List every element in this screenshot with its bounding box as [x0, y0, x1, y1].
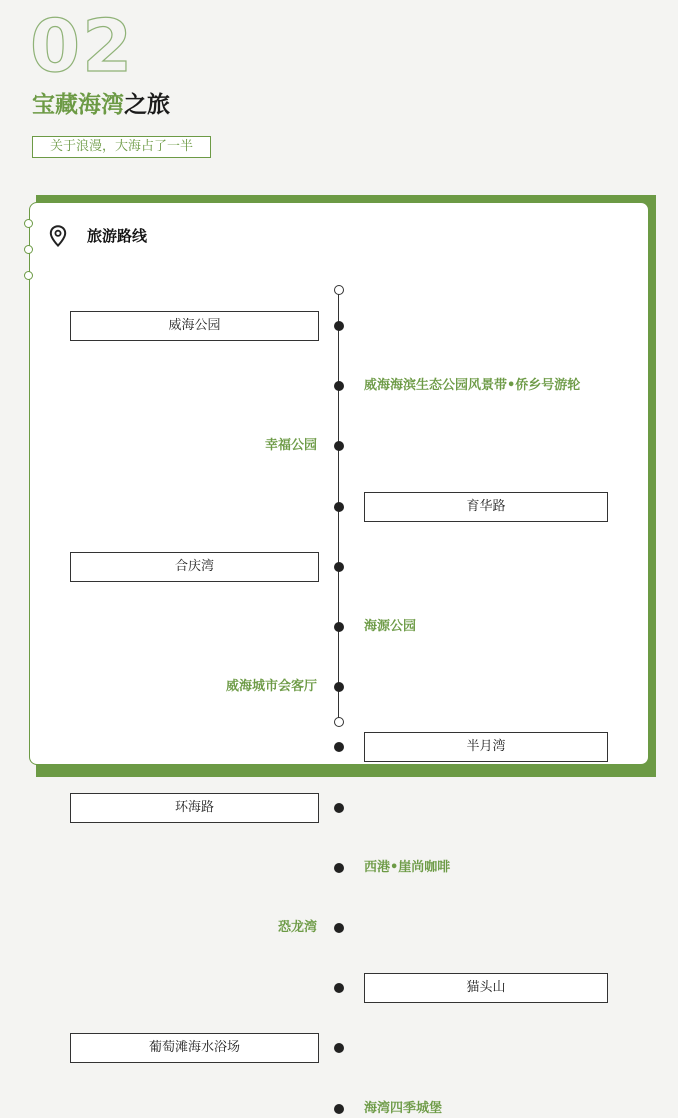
route-stop-box: 育华路 [364, 492, 608, 522]
location-pin-icon [49, 225, 67, 247]
timeline-stop-dot [334, 622, 344, 632]
route-stop-label: 威海海滨生态公园风景带•侨乡号游轮 [364, 378, 581, 393]
route-stop-label: 海源公园 [364, 619, 417, 634]
timeline-stop-dot [334, 803, 344, 813]
route-stop-box: 合庆湾 [70, 552, 319, 582]
timeline-stop-dot [334, 863, 344, 873]
section-number: 02 [30, 4, 135, 88]
timeline-stop-dot [334, 923, 344, 933]
title-highlight: 宝藏海湾 [32, 92, 124, 118]
timeline-stop-dot [334, 562, 344, 572]
route-stop-label: 幸福公园 [264, 438, 317, 453]
binder-ring-icon [24, 245, 33, 254]
route-stop-label: 威海城市会客厅 [225, 679, 317, 694]
binder-ring-icon [24, 271, 33, 280]
timeline-end-icon [334, 717, 344, 727]
tagline-badge: 关于浪漫，大海占了一半 [32, 136, 211, 158]
route-heading: 旅游路线 [87, 227, 148, 245]
page-title [32, 90, 170, 120]
route-stop-box: 半月湾 [364, 732, 608, 762]
timeline-stop-dot [334, 381, 344, 391]
timeline-stop-dot [334, 682, 344, 692]
timeline-stop-dot [334, 742, 344, 752]
timeline-stop-dot [334, 983, 344, 993]
timeline-stop-dot [334, 321, 344, 331]
route-stop-box: 猫头山 [364, 973, 608, 1003]
timeline-stop-dot [334, 1043, 344, 1053]
timeline-start-icon [334, 285, 344, 295]
binder-ring-icon [24, 219, 33, 228]
timeline-stop-dot [334, 502, 344, 512]
title-rest: 之旅 [124, 92, 170, 118]
route-stop-box: 环海路 [70, 793, 319, 823]
route-stop-box: 威海公园 [70, 311, 319, 341]
timeline-stop-dot [334, 1104, 344, 1114]
timeline-stop-dot [334, 441, 344, 451]
route-stop-label: 西港•崖尚咖啡 [364, 860, 451, 875]
route-stop-label: 海湾四季城堡 [364, 1101, 443, 1116]
route-stop-label: 恐龙湾 [277, 920, 317, 935]
route-stop-box: 葡萄滩海水浴场 [70, 1033, 319, 1063]
